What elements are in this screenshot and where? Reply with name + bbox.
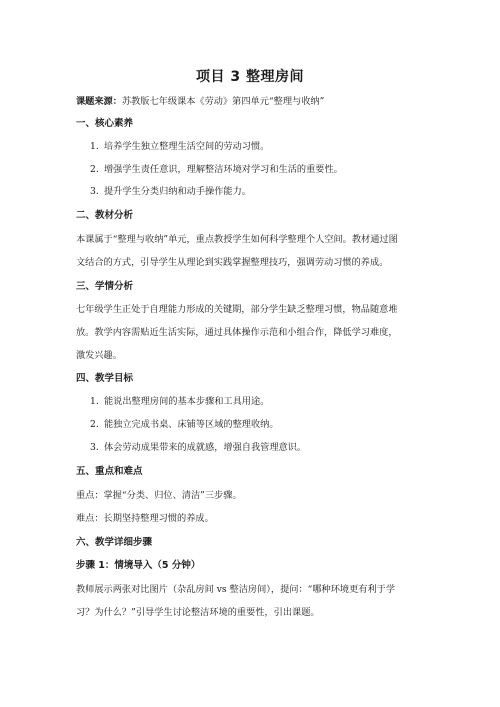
section-heading-core: 一、核心素养 bbox=[76, 118, 134, 129]
section-heading-students: 三、学情分析 bbox=[76, 281, 134, 292]
list-item: 3. 体会劳动成果带来的成就感，增强自我管理意识。 bbox=[90, 442, 307, 453]
list-item: 1. 能说出整理房间的基本步骤和工具用途。 bbox=[90, 396, 270, 407]
paragraph-line: 本课属于“整理与收纳”单元，重点教授学生如何科学整理个人空间。教材通过图 bbox=[76, 234, 398, 245]
paragraph-line: 文结合的方式，引导学生从理论到实践掌握整理技巧，强调劳动习惯的养成。 bbox=[76, 257, 389, 268]
list-item: 2. 增强学生责任意识，理解整洁环境对学习和生活的重要性。 bbox=[90, 164, 343, 175]
list-item: 3. 提升学生分类归纳和动手操作能力。 bbox=[90, 186, 251, 197]
paragraph-line: 难点：长期坚持整理习惯的养成。 bbox=[76, 513, 214, 524]
source-text: 苏教版七年级课本《劳动》第四单元“整理与收纳” bbox=[121, 96, 325, 107]
section-heading-keypoints: 五、重点和难点 bbox=[76, 466, 143, 477]
section-heading-goals: 四、教学目标 bbox=[76, 373, 134, 384]
section-heading-steps: 六、教学详细步骤 bbox=[76, 537, 153, 548]
paragraph-line: 七年级学生正处于自理能力形成的关键期，部分学生缺乏整理习惯，物品随意堆 bbox=[76, 304, 398, 315]
list-item: 1. 培养学生独立整理生活空间的劳动习惯。 bbox=[90, 141, 270, 152]
section-heading-textbook: 二、教材分析 bbox=[76, 210, 134, 221]
page-title: 项目 3 整理房间 bbox=[196, 69, 304, 85]
paragraph-line: 习？为什么？”引导学生讨论整洁环境的重要性，引出课题。 bbox=[76, 607, 320, 618]
list-item: 2. 能独立完成书桌、床铺等区域的整理收纳。 bbox=[90, 419, 279, 430]
paragraph-line: 教师展示两张对比图片（杂乱房间 vs 整洁房间），提问：“哪种环境更有利于学 bbox=[76, 584, 396, 595]
source-line bbox=[76, 96, 436, 108]
paragraph-line: 放。教学内容需贴近生活实际，通过具体操作示范和小组合作，降低学习难度， bbox=[76, 327, 398, 338]
paragraph-line: 重点：掌握“分类、归位、清洁”三步骤。 bbox=[76, 490, 242, 501]
paragraph-line: 激发兴趣。 bbox=[76, 350, 122, 361]
step-heading: 步骤 1：情境导入（5 分钟） bbox=[76, 560, 201, 571]
source-label: 课题来源： bbox=[76, 96, 122, 107]
